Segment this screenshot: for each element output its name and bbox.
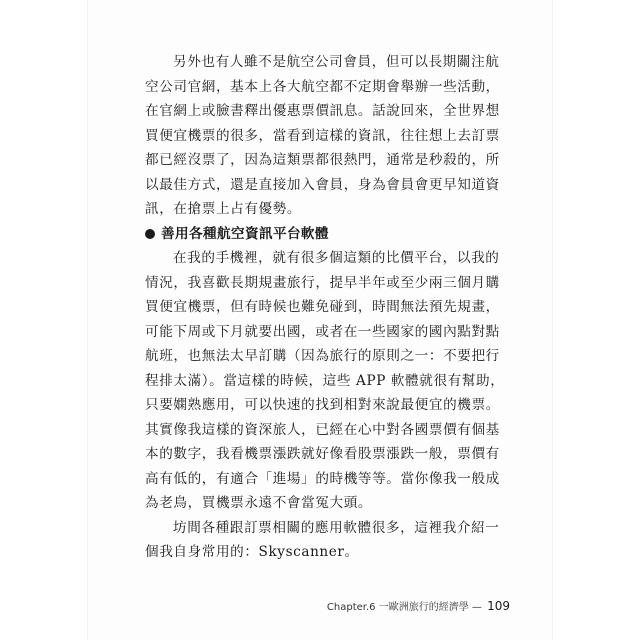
paragraph-line: 本的數字，我看機票漲跌就好像看股票漲跌一般，票價有 xyxy=(145,446,500,462)
paragraph-line: 訊，在搶票上占有優勢。 xyxy=(145,201,302,217)
paragraph-line: 買便宜機票的很多，當看到這樣的資訊，往往想上去訂票 xyxy=(145,127,500,144)
paragraph-line: 都已經沒票了，因為這類票都很熱門，通常是秒殺的，所 xyxy=(145,152,500,168)
paragraph-line: 買便宜機票，但有時候也難免碰到，時間無法預先規畫， xyxy=(145,299,500,315)
paragraph-line: 個我自身常用的：Skyscanner。 xyxy=(145,544,359,560)
paragraph-line: 在我的手機裡，就有很多個這類的比價平台，以我的 xyxy=(173,250,500,266)
paragraph-line: 情況，我喜歡長期規畫旅行，提早半年或至少兩三個月購 xyxy=(145,274,500,291)
paragraph-line: 程排太滿）。當這樣的時候，這些 APP 軟體就很有幫助， xyxy=(145,372,505,389)
paragraph-line: 其實像我這樣的資深旅人，已經在心中對各國票價有個基 xyxy=(145,421,500,438)
section-heading-text: 善用各種航空資訊平台軟體 xyxy=(161,225,329,242)
footer-dash: — xyxy=(471,602,482,613)
paragraph-line: 只要嫻熟應用，可以快速的找到相對來說最便宜的機票。 xyxy=(145,397,500,413)
paragraph-line: 坊間各種跟訂票相關的應用軟體很多，這裡我介紹一 xyxy=(173,519,500,536)
paragraph-line: 以最佳方式，還是直接加入會員，身為會員會更早知道資 xyxy=(145,176,500,193)
page-footer xyxy=(327,598,510,613)
section-heading xyxy=(145,222,485,247)
paragraph-line: 航班，也無法太早訂購（因為旅行的原則之一：不要把行 xyxy=(145,348,500,364)
page-number: 109 xyxy=(487,599,510,613)
bullet-icon xyxy=(145,229,155,239)
paragraph-line: 在官網上或臉書釋出優惠票價訊息。話說回來，全世界想 xyxy=(145,103,500,119)
body-text xyxy=(145,50,505,565)
paragraph-line: 另外也有人雖不是航空公司會員，但可以長期關注航 xyxy=(173,54,500,70)
chapter-label: Chapter.6 一歐洲旅行的經濟學 xyxy=(326,602,469,613)
paragraph-line: 空公司官網，基本上各大航空都不定期會舉辦一些活動， xyxy=(145,78,500,95)
paragraph-line: 高有低的，有適合「進場」的時機等等。當你像我一般成 xyxy=(145,470,500,487)
paragraph-line: 為老鳥，買機票永遠不會當冤大頭。 xyxy=(145,495,373,511)
paragraph-line: 可能下周或下月就要出國，或者在一些國家的國內點對點 xyxy=(145,323,500,340)
